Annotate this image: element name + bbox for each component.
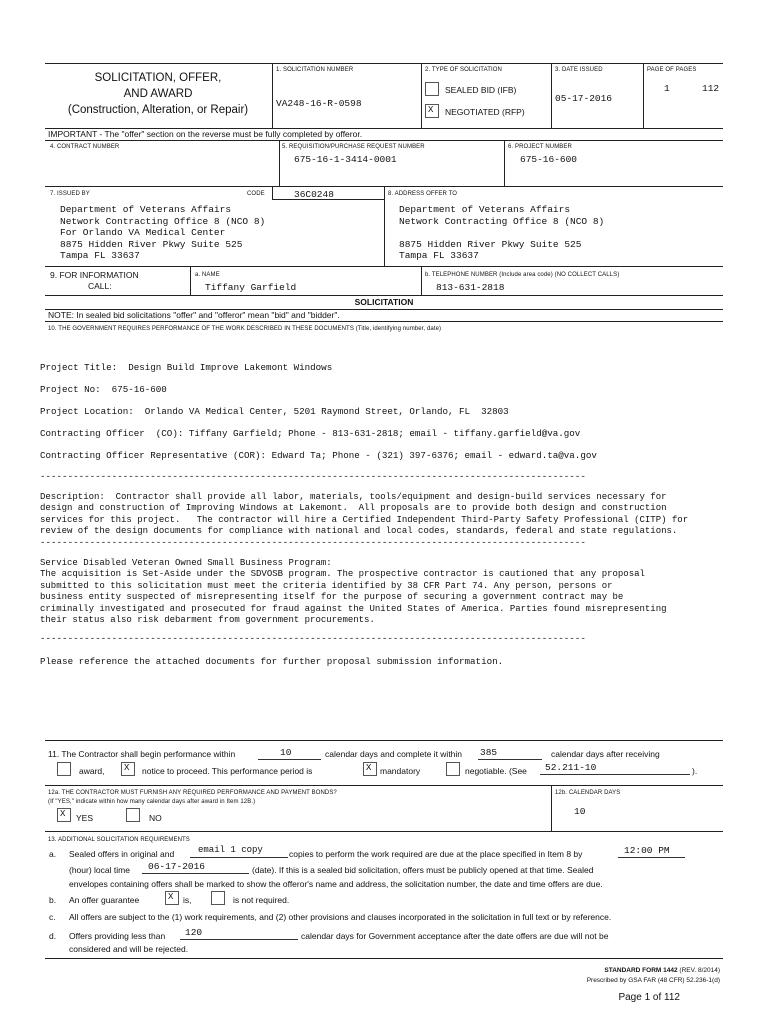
ntp-label: notice to proceed. This performance period is [142,766,313,776]
copies-field[interactable] [190,846,288,858]
separator: --------------------------------------------------------------------------------------------------- [40,471,586,482]
item13a-prefix: a. [49,849,57,859]
address-line: Department of Veterans Affairs [399,204,571,215]
item13c-text: All offers are subject to the (1) work requirements, and (2) other provisions and clauses incorporated in the solicitation in full text or by reference. [69,912,612,922]
address-offer-to [399,204,604,262]
rule [272,63,273,128]
award-label: award, [79,766,105,776]
item11-text: calendar days after receiving [551,749,660,759]
name-label: a. NAME [195,272,220,278]
mandatory-checkbox[interactable] [363,762,377,776]
rule [190,266,191,295]
form-title [48,70,268,118]
bonds-no-checkbox[interactable] [126,808,140,822]
see-reference: 52.211-10 [545,762,597,773]
page-number: Page 1 of 112 [618,992,680,1003]
acceptance-days: 120 [185,927,203,938]
project-title: Project Title: Design Build Improve Lakemont Windows [40,362,333,373]
pages-label: PAGE OF PAGES [647,67,697,73]
rule [45,831,723,832]
see-reference-field[interactable] [540,763,690,775]
sdvosb-section: Service Disabled Veteran Owned Small Business Program: The acquisition is Set-Aside under the SDVOSB program. The prospective contractor is cautioned that any proposal submitted to this solicitation must meet the criteria identified by 38 CFR Part 74. Any person, persons or business entity suspected of misrepresenting itself for the purpose of securing a government contract may be criminally investigated and prosecuted for fraud against the United States of America. Parties found misrepresenting their status also risk debarment from government procurements. [40,558,667,626]
item13b-prefix: b. [49,895,57,905]
contact-phone: 813-631-2818 [436,282,505,293]
address-line: 8875 Hidden River Pkwy Suite 525 [399,238,582,250]
separator: --------------------------------------------------------------------------------------------------- [40,537,586,548]
due-date: 06-17-2016 [148,861,206,872]
mandatory-label: mandatory [380,766,421,776]
separator: --------------------------------------------------------------------------------------------------- [40,633,586,644]
due-time-field[interactable] [618,846,685,858]
item13a-text: (date). If this is a sealed bid solicitation, offers must be publicly opened at that time. Sealed [252,865,594,875]
check-mark: X [366,763,372,773]
project-location: Project Location: Orlando VA Medical Center, 5201 Raymond Street, Orlando, FL 32803 [40,406,509,417]
label-line: 9. FOR INFORMATION [50,270,139,280]
performance-days-field[interactable] [258,748,321,760]
yes-label: YES [76,813,94,823]
issued-by-address [60,204,265,262]
item11-text: calendar days and complete it within [325,749,463,759]
ntp-checkbox[interactable] [121,762,135,776]
item13d-text: calendar days for Government acceptance after the date offers are due will not be [301,931,609,941]
bonds-yes-checkbox[interactable] [57,808,71,822]
date-issued: 05-17-2016 [555,93,613,104]
item13d-prefix: d. [49,931,57,941]
address-line: Department of Veterans Affairs [60,204,232,215]
solicitation-number-label: 1. SOLICITATION NUMBER [276,67,354,73]
title-line: (Construction, Alteration, or Repair) [67,104,249,116]
item12a-label: 12a. THE CONTRACTOR MUST FURNISH ANY REQUIRED PERFORMANCE AND PAYMENT BONDS? [48,790,337,796]
address-line: Tampa FL 33637 [60,250,140,261]
address-offer-label: 8. ADDRESS OFFER TO [388,191,458,197]
acceptance-days-field[interactable] [180,928,298,940]
rule [45,140,723,141]
item10-label: 10. THE GOVERNMENT REQUIRES PERFORMANCE OF THE WORK DESCRIBED IN THESE DOCUMENTS (Title, identifying number, date) [48,326,442,332]
issued-by-label: 7. ISSUED BY [50,191,90,197]
contracting-officer: Contracting Officer (CO): Tiffany Garfield; Phone - 813-631-2818; email - tiffany.garfield@va.gov [40,428,581,439]
info-call-label [50,270,185,292]
address-line: Network Contracting Office 8 (NCO 8) [60,215,266,227]
rule [551,785,552,831]
page-current: 1 [664,83,670,94]
title-line: SOLICITATION, OFFER, [94,72,222,84]
rule [504,140,505,186]
completion-days: 385 [480,747,498,758]
issuer-code: 36C0248 [294,189,334,200]
rule [45,266,723,267]
code-label: CODE [247,191,265,197]
solicitation-heading: SOLICITATION [354,297,414,307]
form-name: STANDARD FORM 1442 [604,967,678,974]
check-mark: X [428,105,434,115]
rule [45,958,723,959]
rule [45,785,723,786]
negotiated-label: NEGOTIATED (RFP) [445,107,525,117]
note-text: NOTE: In sealed bid solicitations "offer" and "offeror" mean "bid" and "bidder". [48,310,340,320]
item13a-text: envelopes containing offers shall be marked to show the offeror's name and address, the solicitation number, the date and time offers are due. [69,879,603,889]
project-no: Project No: 675-16-600 [40,384,167,395]
sealed-bid-checkbox[interactable] [425,82,439,96]
rule [421,266,422,295]
date-issued-label: 3. DATE ISSUED [555,67,603,73]
check-mark: X [60,809,66,819]
rule [279,140,280,186]
due-date-field[interactable] [142,862,249,874]
requisition-number-label: 5. REQUISITION/PURCHASE REQUEST NUMBER [282,144,425,150]
project-number: 675-16-600 [520,154,578,165]
address-line: For Orlando VA Medical Center [60,227,226,238]
project-number-label: 6. PROJECT NUMBER [508,144,572,150]
rule [643,63,644,128]
no-label: NO [149,813,162,823]
contact-name: Tiffany Garfield [205,282,297,293]
rule [45,63,723,64]
sealed-bid-label: SEALED BID (IFB) [445,85,517,95]
address-line [399,227,604,239]
page-total: 112 [702,83,720,94]
performance-days: 10 [280,747,292,758]
solicitation-number: VA248-16-R-0598 [276,98,362,109]
solicitation-type-label: 2. TYPE OF SOLICITATION [425,67,502,73]
address-line: 8875 Hidden River Pkwy Suite 525 [60,238,243,250]
negotiated-checkbox[interactable] [425,104,439,118]
address-line: Tampa FL 33637 [399,250,479,261]
guarantee-not-checkbox[interactable] [211,891,225,905]
form-id [450,967,720,974]
contracting-officer-rep: Contracting Officer Representative (COR): Edward Ta; Phone - (321) 397-6376; email - edward.ta@va.gov [40,450,597,461]
item12a-sub: (If "YES," indicate within how many calendar days after award in Item 12B.) [48,799,256,805]
item13d-text: considered and will be rejected. [69,944,189,954]
rule [45,321,723,322]
is-not-label: is not required. [233,895,290,905]
item13a-text: Sealed offers in original and [69,849,175,859]
item11-close: ). [692,766,698,776]
is-label: is, [183,895,192,905]
item13a-text: (hour) local time [69,865,130,875]
title-line: AND AWARD [123,88,193,100]
label-line: CALL: [88,281,112,291]
item12b-label: 12b. CALENDAR DAYS [555,790,621,796]
rule [45,295,723,296]
rule [421,63,422,128]
phone-label: b. TELEPHONE NUMBER (Include area code) (NO COLLECT CALLS) [425,272,620,278]
negotiable-label: negotiable. (See [465,766,527,776]
item13a-text: copies to perform the work required are due at the place specified in Item 8 by [289,849,583,859]
rule [45,740,723,741]
due-time: 12:00 PM [624,845,670,856]
check-mark: X [124,763,130,773]
item13c-prefix: c. [49,912,56,922]
guarantee-is-checkbox[interactable] [165,891,179,905]
copies-value: email 1 copy [198,845,263,855]
rule [384,186,385,266]
contract-number-label: 4. CONTRACT NUMBER [50,144,120,150]
item11-text: 11. The Contractor shall begin performance within [48,749,236,759]
completion-days-field[interactable] [478,748,542,760]
calendar-days: 10 [574,806,586,817]
negotiable-checkbox[interactable] [446,762,460,776]
prescribed-by: Prescribed by GSA FAR (48 CFR) 52.236-1(d) [586,977,720,984]
item13-label: 13. ADDITIONAL SOLICITATION REQUIREMENTS [48,837,190,843]
address-line: Network Contracting Office 8 (NCO 8) [399,215,605,227]
item13d-text: Offers providing less than [69,931,166,941]
requisition-number: 675-16-1-3414-0001 [294,154,397,165]
description: Description: Contractor shall provide all labor, materials, tools/equipment and design-build services necessary for design and construction of Improving Windows at Lakemont. All proposals are to provide both design and construction services for this project. The contractor will hire a Certified Independent Third-Party Safety Professional (CITP) for review of the design documents for compliance with national and local codes, standards, federal and state regulations. [40,492,689,537]
check-mark: X [168,892,174,902]
important-notice: IMPORTANT - The "offer" section on the reverse must be fully completed by offeror. [48,129,363,139]
award-checkbox[interactable] [57,762,71,776]
reference-text: Please reference the attached documents for further proposal submission information. [40,656,504,667]
form-revision: (REV. 8/2014) [679,967,720,974]
rule [551,63,552,128]
rule [272,186,273,199]
item13b-text: An offer guarantee [69,895,140,905]
